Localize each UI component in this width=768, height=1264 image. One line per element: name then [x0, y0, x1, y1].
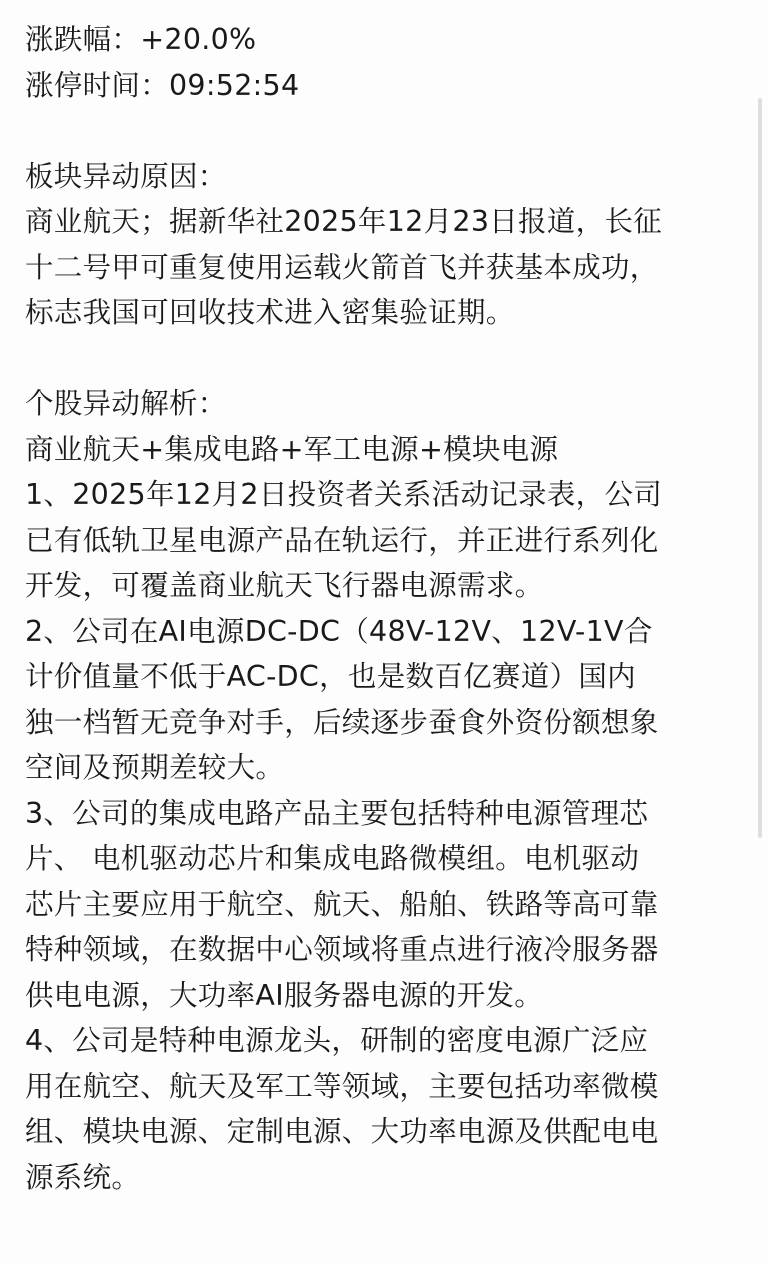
spacer	[25, 336, 747, 382]
point-4-line: 源系统。	[25, 1160, 141, 1194]
point-1-line: 1、2025年12月2日投资者关系活动记录表，公司	[25, 478, 663, 511]
sector-reason-line: 十二号甲可重复使用运载火箭首飞并获基本成功，	[25, 250, 659, 284]
sector-reason-line: 标志我国可回收技术进入密集验证期。	[25, 296, 515, 329]
change-percent: 涨跌幅：+20.0%	[25, 23, 257, 56]
point-3-line: 特种领域，在数据中心领域将重点进行液冷服务器	[25, 933, 659, 966]
point-2-line: 计价值量不低于AC-DC，也是数百亿赛道）国内	[25, 660, 636, 693]
article-body	[25, 17, 747, 1200]
point-3-line: 片、 电机驱动芯片和集成电路微模组。电机驱动	[25, 842, 640, 875]
point-2-line: 独一档暂无竞争对手，后续逐步蚕食外资份额想象	[25, 705, 659, 739]
point-4-line: 用在航空、航天及军工等领域，主要包括功率微模	[25, 1069, 659, 1103]
point-2-line: 空间及预期差较大。	[25, 751, 285, 784]
scrollbar[interactable]	[758, 98, 762, 838]
point-2-line: 2、公司在AI电源DC-DC（48V-12V、12V-1V合	[25, 614, 653, 648]
point-4-line: 4、公司是特种电源龙头，研制的密度电源广泛应	[25, 1024, 649, 1057]
point-1-line: 已有低轨卫星电源产品在轨运行，并正进行系列化	[25, 523, 659, 557]
point-3-line: 3、公司的集成电路产品主要包括特种电源管理芯	[25, 796, 649, 830]
stock-analysis-heading: 个股异动解析：	[25, 387, 227, 420]
limit-up-time: 涨停时间：09:52:54	[25, 68, 300, 102]
concept-tags: 商业航天+集成电路+军工电源+模块电源	[25, 432, 559, 466]
point-1-line: 开发，可覆盖商业航天飞行器电源需求。	[25, 569, 544, 602]
point-3-line: 供电电源，大功率AI服务器电源的开发。	[25, 978, 544, 1012]
point-3-line: 芯片主要应用于航空、航天、船舶、铁路等高可靠	[25, 887, 659, 921]
sector-reason-line: 商业航天；据新华社2025年12月23日报道，长征	[25, 205, 663, 238]
spacer	[25, 108, 747, 154]
point-4-line: 组、模块电源、定制电源、大功率电源及供配电电	[25, 1115, 659, 1148]
sector-reason-heading: 板块异动原因：	[25, 159, 227, 193]
